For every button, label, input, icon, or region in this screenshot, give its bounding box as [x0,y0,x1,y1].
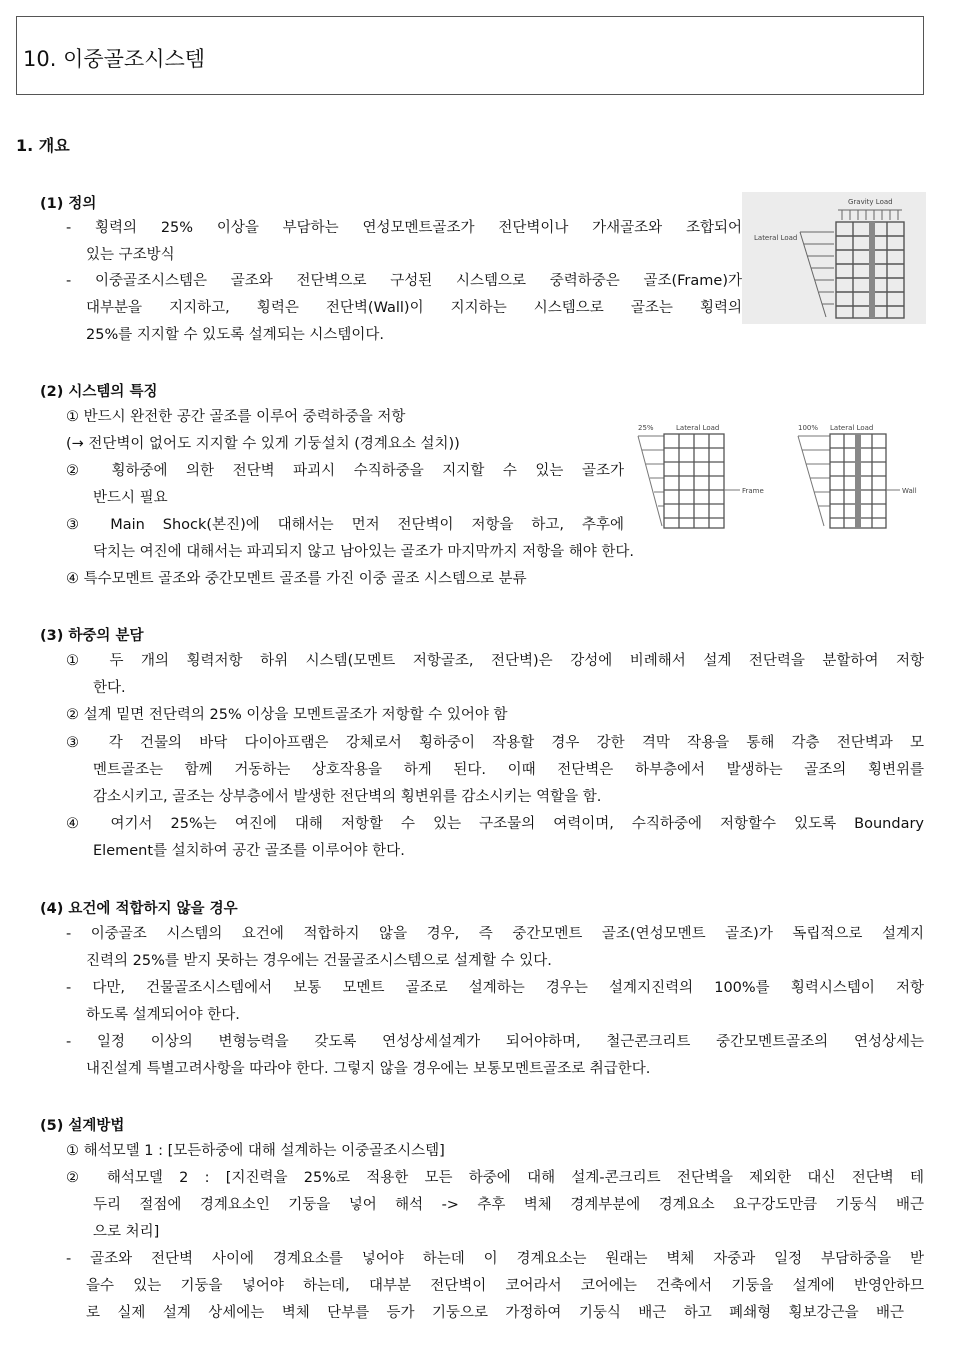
text-line: ④ 특수모멘트 골조와 중간모멘트 골조를 가진 이중 골조 시스템으로 분류 [66,571,527,587]
text-line: - 다만, 건물골조시스템에서 보통 모멘트 골조로 설계하는 경우는 설계지진력의 100%를 횡력시스템이 저항 [66,980,924,996]
text-line: ③ Main Shock(본진)에 대해서는 먼저 전단벽이 저항을 하고, 추후에 [66,517,624,533]
lateral-load-left-label: Lateral Load [676,424,720,432]
text-line: 대부분을 지지하고, 횡력은 전단벽(Wall)이 지지하는 시스템으로 골조는 횡력의 [86,300,742,316]
text-line: 두리 절점에 경계요소인 기둥을 넣어 해석 -> 추후 벽체 경계부분에 경계요소 요구강도만큼 기둥식 배근 [93,1197,924,1213]
text-line: 반드시 필요 [93,490,168,506]
text-line: ① 반드시 완전한 공간 골조를 이루어 중력하중을 저항 [66,409,406,425]
text-line: ② 해석모델 2 : [지진력을 25%로 적용한 모든 하중에 대해 설계-콘크리트 전단벽을 제외한 대신 전단벽 테 [66,1170,924,1186]
subsection-heading: (1) 정의 [40,196,97,212]
text-line: 으로 처리] [93,1224,160,1240]
page-title: 10. 이중골조시스템 [23,47,206,71]
frame-wall-load-figure [634,418,930,538]
pct-25-label: 25% [638,424,654,432]
text-line: 멘트골조는 함께 거동하는 상호작용을 하게 된다. 이때 전단벽은 하부층에서 발생하는 골조의 횡변위를 [93,762,924,778]
text-line: ③ 각 건물의 바닥 다이아프램은 강체로서 횡하중이 작용할 경우 강한 격막 작용을 통해 각층 전단벽과 모 [66,735,924,751]
text-line: 을수 있는 기둥을 넣어야 하는데, 대부분 전단벽이 코어라서 코어에는 건축에서 기둥을 설계에 반영안하므 [86,1278,924,1294]
gravity-load-label: Gravity Load [848,198,893,206]
text-line: 닥치는 여진에 대해서는 파괴되지 않고 남아있는 골조가 마지막까지 저항을 해야 한다. [93,544,634,560]
text-line: ② 설계 밑면 전단력의 25% 이상을 모멘트골조가 저항할 수 있어야 함 [66,707,508,723]
text-line: 감소시키고, 골조는 상부층에서 발생한 전단벽의 횡변위를 감소시키는 역할을 함. [93,789,602,805]
text-line: 진력의 25%를 받지 못하는 경우에는 건물골조시스템으로 설계할 수 있다. [86,953,552,969]
text-line: Element를 설치하여 공간 골조를 이루어야 한다. [93,843,405,859]
subsection-heading: (3) 하중의 분담 [40,628,144,644]
text-line: 내진설계 특별고려사항을 따라야 한다. 그렇지 않을 경우에는 보통모멘트골조로 취급한다. [86,1061,651,1077]
text-line: 25%를 지지할 수 있도록 설계되는 시스템이다. [86,327,385,343]
pct-100-label: 100% [798,424,819,432]
text-line: 한다. [93,680,126,696]
text-line: - 골조와 전단벽 사이에 경계요소를 넣어야 하는데 이 경계요소는 원래는 벽체 자중과 일정 부담하중을 받 [66,1251,924,1267]
text-line: 있는 구조방식 [86,247,175,263]
wall-label: Wall [902,487,917,495]
text-line: (→ 전단벽이 없어도 지지할 수 있게 기둥설치 (경계요소 설치)) [66,436,460,452]
text-line: ① 두 개의 횡력저항 하위 시스템(모멘트 저항골조, 전단벽)은 강성에 비례해서 설계 전단력을 분할하여 저항 [66,653,924,669]
frame-label: Frame [742,487,764,495]
subsection-heading: (2) 시스템의 특징 [40,384,158,400]
text-line: - 이중골조 시스템의 요건에 적합하지 않을 경우, 즉 중간모멘트 골조(연성모멘트 골조)가 독립적으로 설계지 [66,926,924,942]
text-line: - 일정 이상의 변형능력을 갖도록 연성상세설계가 되어야하며, 철근콘크리트 중간모멘트골조의 연성상세는 [66,1034,924,1050]
text-line: ④ 여기서 25%는 여진에 대해 저항할 수 있는 구조물의 여력이며, 수직하중에 저항할수 있도록 Boundary [66,816,925,832]
lateral-load-label: Lateral Load [754,234,798,242]
title-box [16,16,924,95]
subsection-heading: (5) 설계방법 [40,1118,125,1134]
lateral-load-right-label: Lateral Load [830,424,874,432]
text-line: ② 횡하중에 의한 전단벽 파괴시 수직하중을 지지할 수 있는 골조가 [66,463,624,479]
subsection-heading: (4) 요건에 적합하지 않을 경우 [40,901,238,917]
text-line: - 이중골조시스템은 골조와 전단벽으로 구성된 시스템으로 중력하중은 골조(Frame)가 [66,273,742,289]
text-line: 하도록 설계되어야 한다. [86,1007,240,1023]
text-line: ① 해석모델 1 : [모든하중에 대해 설계하는 이중골조시스템] [66,1143,445,1159]
text-line: - 횡력의 25% 이상을 부담하는 연성모멘트골조가 전단벽이나 가새골조와 조합되어 [66,220,742,236]
section-heading: 1. 개요 [16,136,70,155]
text-line: 로 실제 설계 상세에는 벽체 단부를 등가 기둥으로 가정하여 기둥식 배근 하고 폐쇄형 횡보강근을 배근 [86,1305,904,1321]
gravity-lateral-load-figure [742,192,926,324]
